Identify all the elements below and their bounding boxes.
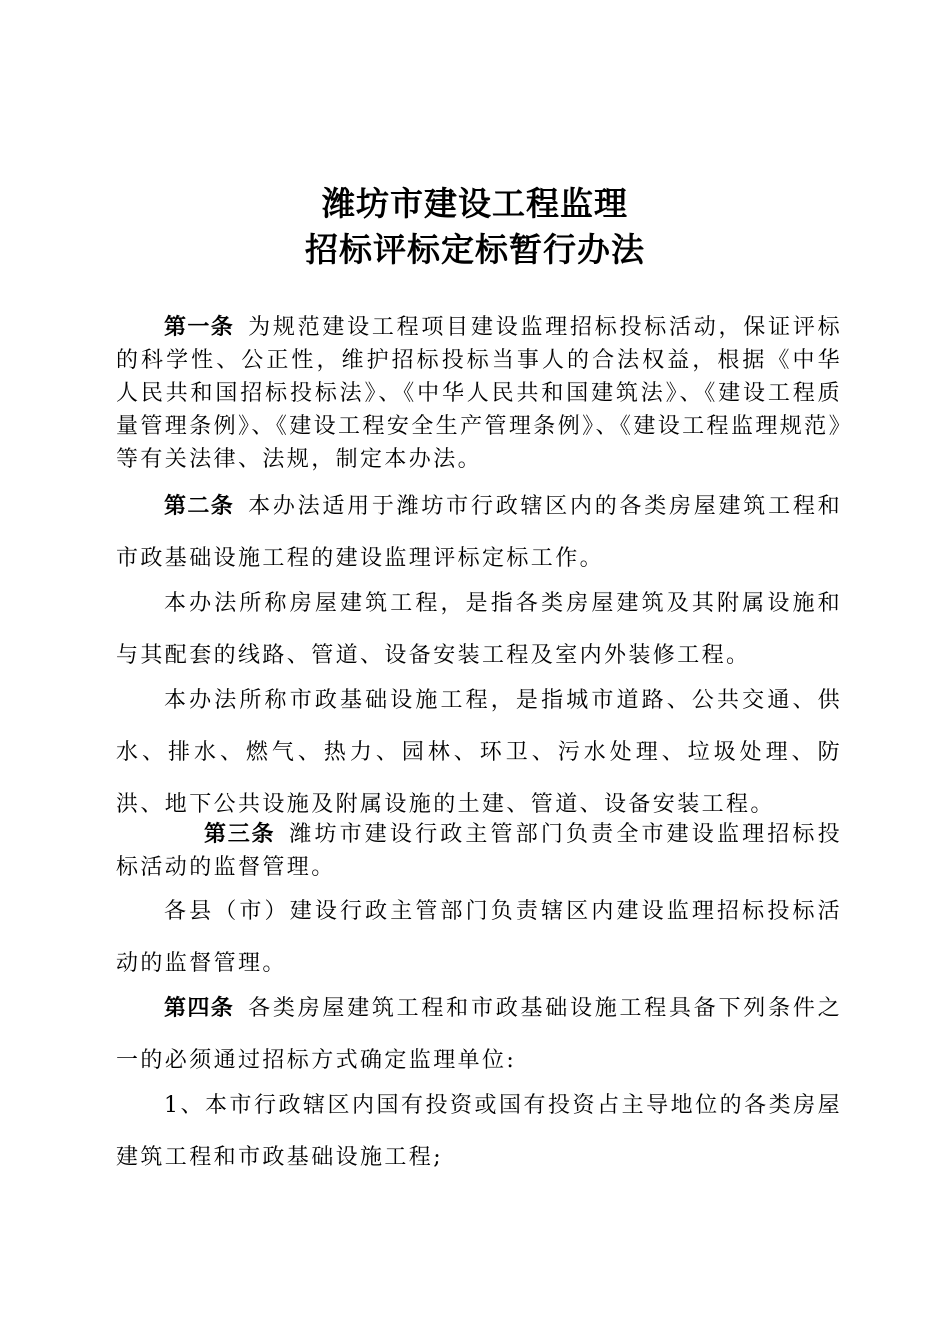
paragraph-text: 各县（市）建设行政主管部门负责辖区内建设监理招标投标活动的监督管理。 bbox=[116, 899, 842, 976]
article-text: 各类房屋建筑工程和市政基础设施工程具备下列条件之一的必须通过招标方式确定监理单位: bbox=[116, 996, 842, 1073]
housing-definition-paragraph bbox=[116, 578, 842, 682]
article-heading: 第一条 bbox=[164, 315, 235, 340]
article-1-paragraph bbox=[116, 311, 842, 476]
article-text: 本办法适用于潍坊市行政辖区内的各类房屋建筑工程和市政基础设施工程的建设监理评标定标工作。 bbox=[116, 494, 842, 571]
article-3-paragraph bbox=[116, 818, 842, 884]
article-heading: 第四条 bbox=[164, 996, 235, 1021]
condition-1-paragraph bbox=[116, 1080, 842, 1184]
document-title-line-2: 招标评标定标暂行办法 bbox=[305, 230, 645, 269]
article-4-paragraph bbox=[116, 983, 842, 1087]
paragraph-text: 1、本市行政辖区内国有投资或国有投资占主导地位的各类房屋建筑工程和市政基础设施工程; bbox=[116, 1093, 842, 1170]
article-heading: 第三条 bbox=[204, 822, 276, 847]
article-text: 为规范建设工程项目建设监理招标投标活动，保证评标的科学性、公正性，维护招标投标当事人的合法权益，根据《中华人民共和国招标投标法》、《中华人民共和国建筑法》、《建设工程质量管理条例》、《建设工程安全生产管理条例》、《建设工程监理规范》等有关法律、法规，制定本办法。 bbox=[116, 315, 842, 472]
document-title-line-1: 潍坊市建设工程监理 bbox=[322, 184, 628, 223]
article-text: 潍坊市建设行政主管部门负责全市建设监理招标投标活动的监督管理。 bbox=[116, 822, 842, 880]
paragraph-text: 本办法所称房屋建筑工程，是指各类房屋建筑及其附属设施和与其配套的线路、管道、设备安装工程及室内外装修工程。 bbox=[116, 591, 842, 668]
article-2-paragraph bbox=[116, 481, 842, 585]
paragraph-text: 本办法所称市政基础设施工程，是指城市道路、公共交通、供水、排水、燃气、热力、园林、环卫、污水处理、垃圾处理、防洪、地下公共设施及附属设施的土建、管道、设备安装工程。 bbox=[116, 688, 842, 817]
municipal-definition-paragraph bbox=[116, 675, 842, 831]
article-heading: 第二条 bbox=[164, 494, 235, 519]
county-supervision-paragraph bbox=[116, 886, 842, 990]
